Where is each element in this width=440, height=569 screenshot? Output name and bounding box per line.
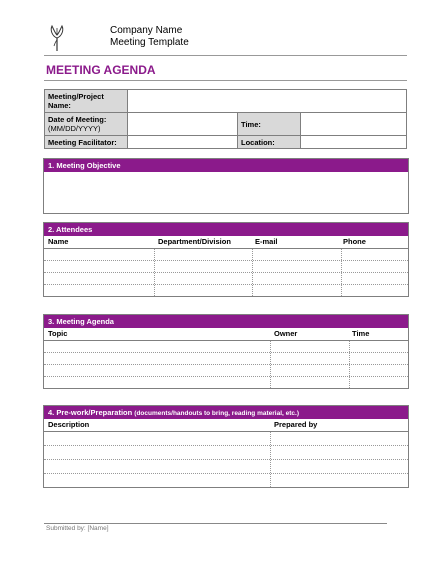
meeting-project-name-field[interactable] <box>128 90 407 113</box>
table-row[interactable] <box>44 261 408 273</box>
company-logo-icon <box>46 24 68 52</box>
title-divider <box>44 80 407 81</box>
column-header: Prepared by <box>274 420 318 429</box>
prework-column-headers <box>44 419 408 432</box>
agenda-rows <box>44 341 408 388</box>
location-label: Location: <box>238 136 301 149</box>
column-header: Topic <box>48 329 68 338</box>
column-header: Phone <box>343 237 366 246</box>
meeting-agenda-section <box>43 314 409 389</box>
prework-header <box>44 406 408 419</box>
table-row[interactable] <box>44 273 408 285</box>
meeting-info-table <box>44 89 407 149</box>
column-header: Description <box>48 420 90 429</box>
column-header: Time <box>352 329 370 338</box>
table-row[interactable] <box>44 474 408 487</box>
table-row[interactable] <box>44 341 408 353</box>
column-header: Owner <box>274 329 298 338</box>
table-row[interactable] <box>44 432 408 446</box>
agenda-column-headers <box>44 328 408 341</box>
location-field[interactable] <box>301 136 407 149</box>
header-divider <box>44 55 407 56</box>
footer-divider <box>44 523 387 524</box>
date-format-hint: (MM/DD/YYYY) <box>48 124 101 133</box>
meeting-facilitator-label: Meeting Facilitator: <box>45 136 128 149</box>
date-of-meeting-label <box>45 113 128 136</box>
table-row[interactable] <box>44 365 408 377</box>
meeting-project-name-label: Meeting/Project Name: <box>45 90 128 113</box>
column-header: Name <box>48 237 69 246</box>
table-row[interactable] <box>44 285 408 296</box>
column-header: E-mail <box>255 237 278 246</box>
prework-title: 4. Pre-work/Preparation <box>48 408 133 417</box>
date-label-text: Date of Meeting: <box>48 115 107 124</box>
table-row[interactable] <box>44 353 408 365</box>
attendees-rows <box>44 249 408 296</box>
attendees-column-headers <box>44 236 408 249</box>
meeting-objective-header: 1. Meeting Objective <box>44 159 408 172</box>
template-name: Meeting Template <box>110 37 189 48</box>
meeting-objective-section <box>43 158 409 214</box>
prework-section <box>43 405 409 488</box>
meeting-agenda-header: 3. Meeting Agenda <box>44 315 408 328</box>
attendees-section <box>43 222 409 297</box>
page-title: MEETING AGENDA <box>46 63 156 77</box>
meeting-objective-field[interactable] <box>44 172 408 213</box>
table-row[interactable] <box>44 446 408 460</box>
table-row[interactable] <box>44 377 408 388</box>
column-header: Department/Division <box>158 237 231 246</box>
company-header <box>110 25 189 49</box>
table-row[interactable] <box>44 460 408 474</box>
attendees-header: 2. Attendees <box>44 223 408 236</box>
table-row[interactable] <box>44 249 408 261</box>
time-field[interactable] <box>301 113 407 136</box>
company-name: Company Name <box>110 25 183 36</box>
prework-subtitle: (documents/handouts to bring, reading material, etc.) <box>134 410 299 417</box>
submitted-by: Submitted by: [Name] <box>46 525 109 532</box>
meeting-facilitator-field[interactable] <box>128 136 238 149</box>
time-label: Time: <box>238 113 301 136</box>
prework-rows <box>44 432 408 487</box>
date-of-meeting-field[interactable] <box>128 113 238 136</box>
